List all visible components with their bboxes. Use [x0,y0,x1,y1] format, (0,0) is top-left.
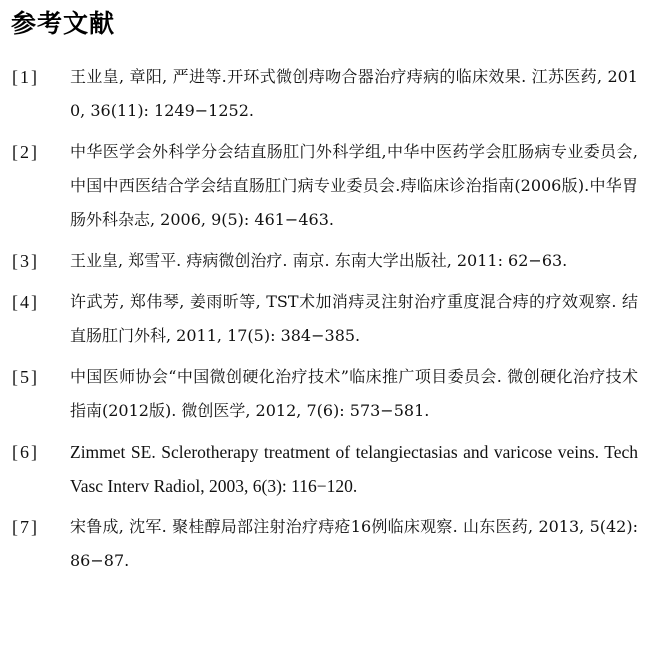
reference-text: 王业皇, 郑雪平. 痔病微创治疗. 南京. 东南大学出版社, 2011: 62−63. [70,251,568,270]
reference-text: 中华医学会外科学分会结直肠肛门外科学组,中华中医药学会肛肠病专业委员会,中国中西医结合学会结直肠肛门病专业委员会.痔临床诊治指南(2006版).中华胃肠外科杂志, 2006, 9(5): 461−463. [70,142,638,229]
reference-number: [5] [12,367,39,387]
reference-number: [2] [12,142,39,162]
reference-number: [7] [12,517,39,537]
reference-item-6 [0,435,651,503]
reference-text: 宋鲁成, 沈军. 聚桂醇局部注射治疗痔疮16例临床观察. 山东医药, 2013, 5(42): 86−87. [70,517,638,570]
reference-item-3 [0,244,651,278]
reference-list [0,60,651,585]
reference-text: 中国医师协会“中国微创硬化治疗技术”临床推广项目委员会. 微创硬化治疗技术指南(2012版). 微创医学, 2012, 7(6): 573−581. [70,367,638,420]
reference-item-1 [0,60,651,128]
reference-number: [6] [12,442,39,462]
reference-text: 许武芳, 郑伟琴, 姜雨昕等, TST术加消痔灵注射治疗重度混合痔的疗效观察. 结直肠肛门外科, 2011, 17(5): 384−385. [70,292,638,345]
reference-number: [4] [12,292,39,312]
reference-item-7 [0,510,651,578]
reference-item-2 [0,135,651,237]
reference-number: [3] [12,251,39,271]
reference-text: 王业皇, 章阳, 严进等.开环式微创痔吻合器治疗痔病的临床效果. 江苏医药, 2010, 36(11): 1249−1252. [70,67,638,120]
reference-item-5 [0,360,651,428]
reference-item-4 [0,285,651,353]
references-heading: 参考文献 [11,9,116,38]
reference-text: Zimmet SE. Sclerotherapy treatment of telangiectasias and varicose veins. Tech Vasc Interv Radiol, 2003, 6(3): 116−120. [70,442,638,496]
reference-number: [1] [12,67,39,87]
